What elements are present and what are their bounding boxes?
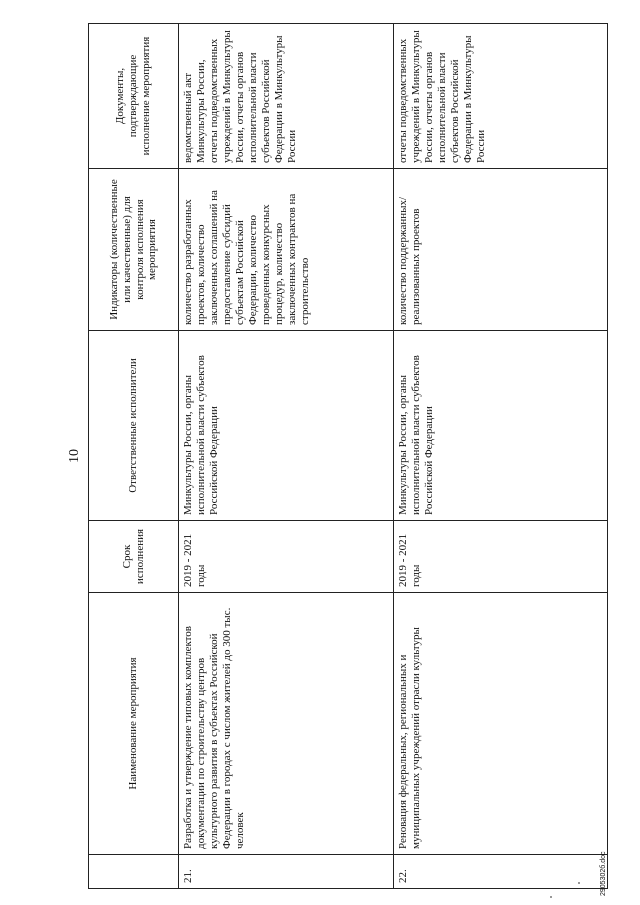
documents-cell: ведомственный акт Минкультуры России, отчеты подведомственных учреждений в Минкультуры России, отчеты органов исполнительной власти субъектов Российской Федерации в Минкультуры России [179,24,394,169]
table-row [394,24,608,889]
scan-speck [578,882,580,884]
indicators-cell: количество разработанных проектов, количество заключенных соглашений на предоставление субсидий субъектам Российской Федерации, количество проведенных конкурсных процедур, количество заключенных контрактов на строительство [179,169,394,331]
scan-speck [550,896,552,898]
header-deadline: Срок исполнения [89,521,179,593]
documents-cell: отчеты подведомственных учреждений в Минкультуры России, отчеты органов исполнительной власти субъектов Российской Федерации в Минкультуры России [394,24,608,169]
header-name: Наименование мероприятия [89,593,179,855]
footer-doc-id: 2905302б.doc [600,851,607,896]
table-rotation-wrapper [88,24,613,889]
header-documents: Документы, подтверждающие исполнение мероприятия [89,24,179,169]
rotated-table-sheet [88,24,613,889]
page-number: 10 [67,449,82,463]
executors-cell: Минкультуры России, органы исполнительной власти субъектов Российской Федерации [394,331,608,521]
table-header-row [89,24,179,889]
measure-name: Разработка и утверждение типовых комплектов документации по строительству центров культурного развития в субъектах Российской Федерации в городах с числом жителей до 300 тыс. человек [179,593,394,855]
deadline-cell: 2019 - 2021 годы [394,521,608,593]
header-indicators: Индикаторы (количественные или качественные) для контроля исполнения мероприятия [89,169,179,331]
row-number: 22. [394,855,608,889]
row-number: 21. [179,855,394,889]
measures-table [88,23,608,889]
header-executors: Ответственные исполнители [89,331,179,521]
indicators-cell: количество поддержанных/ реализованных проектов [394,169,608,331]
executors-cell: Минкультуры России, органы исполнительной власти субъектов Российской Федерации [179,331,394,521]
deadline-cell: 2019 - 2021 годы [179,521,394,593]
header-num [89,855,179,889]
measure-name: Реновация федеральных, региональных и муниципальных учреждений отрасли культуры [394,593,608,855]
table-row [179,24,394,889]
